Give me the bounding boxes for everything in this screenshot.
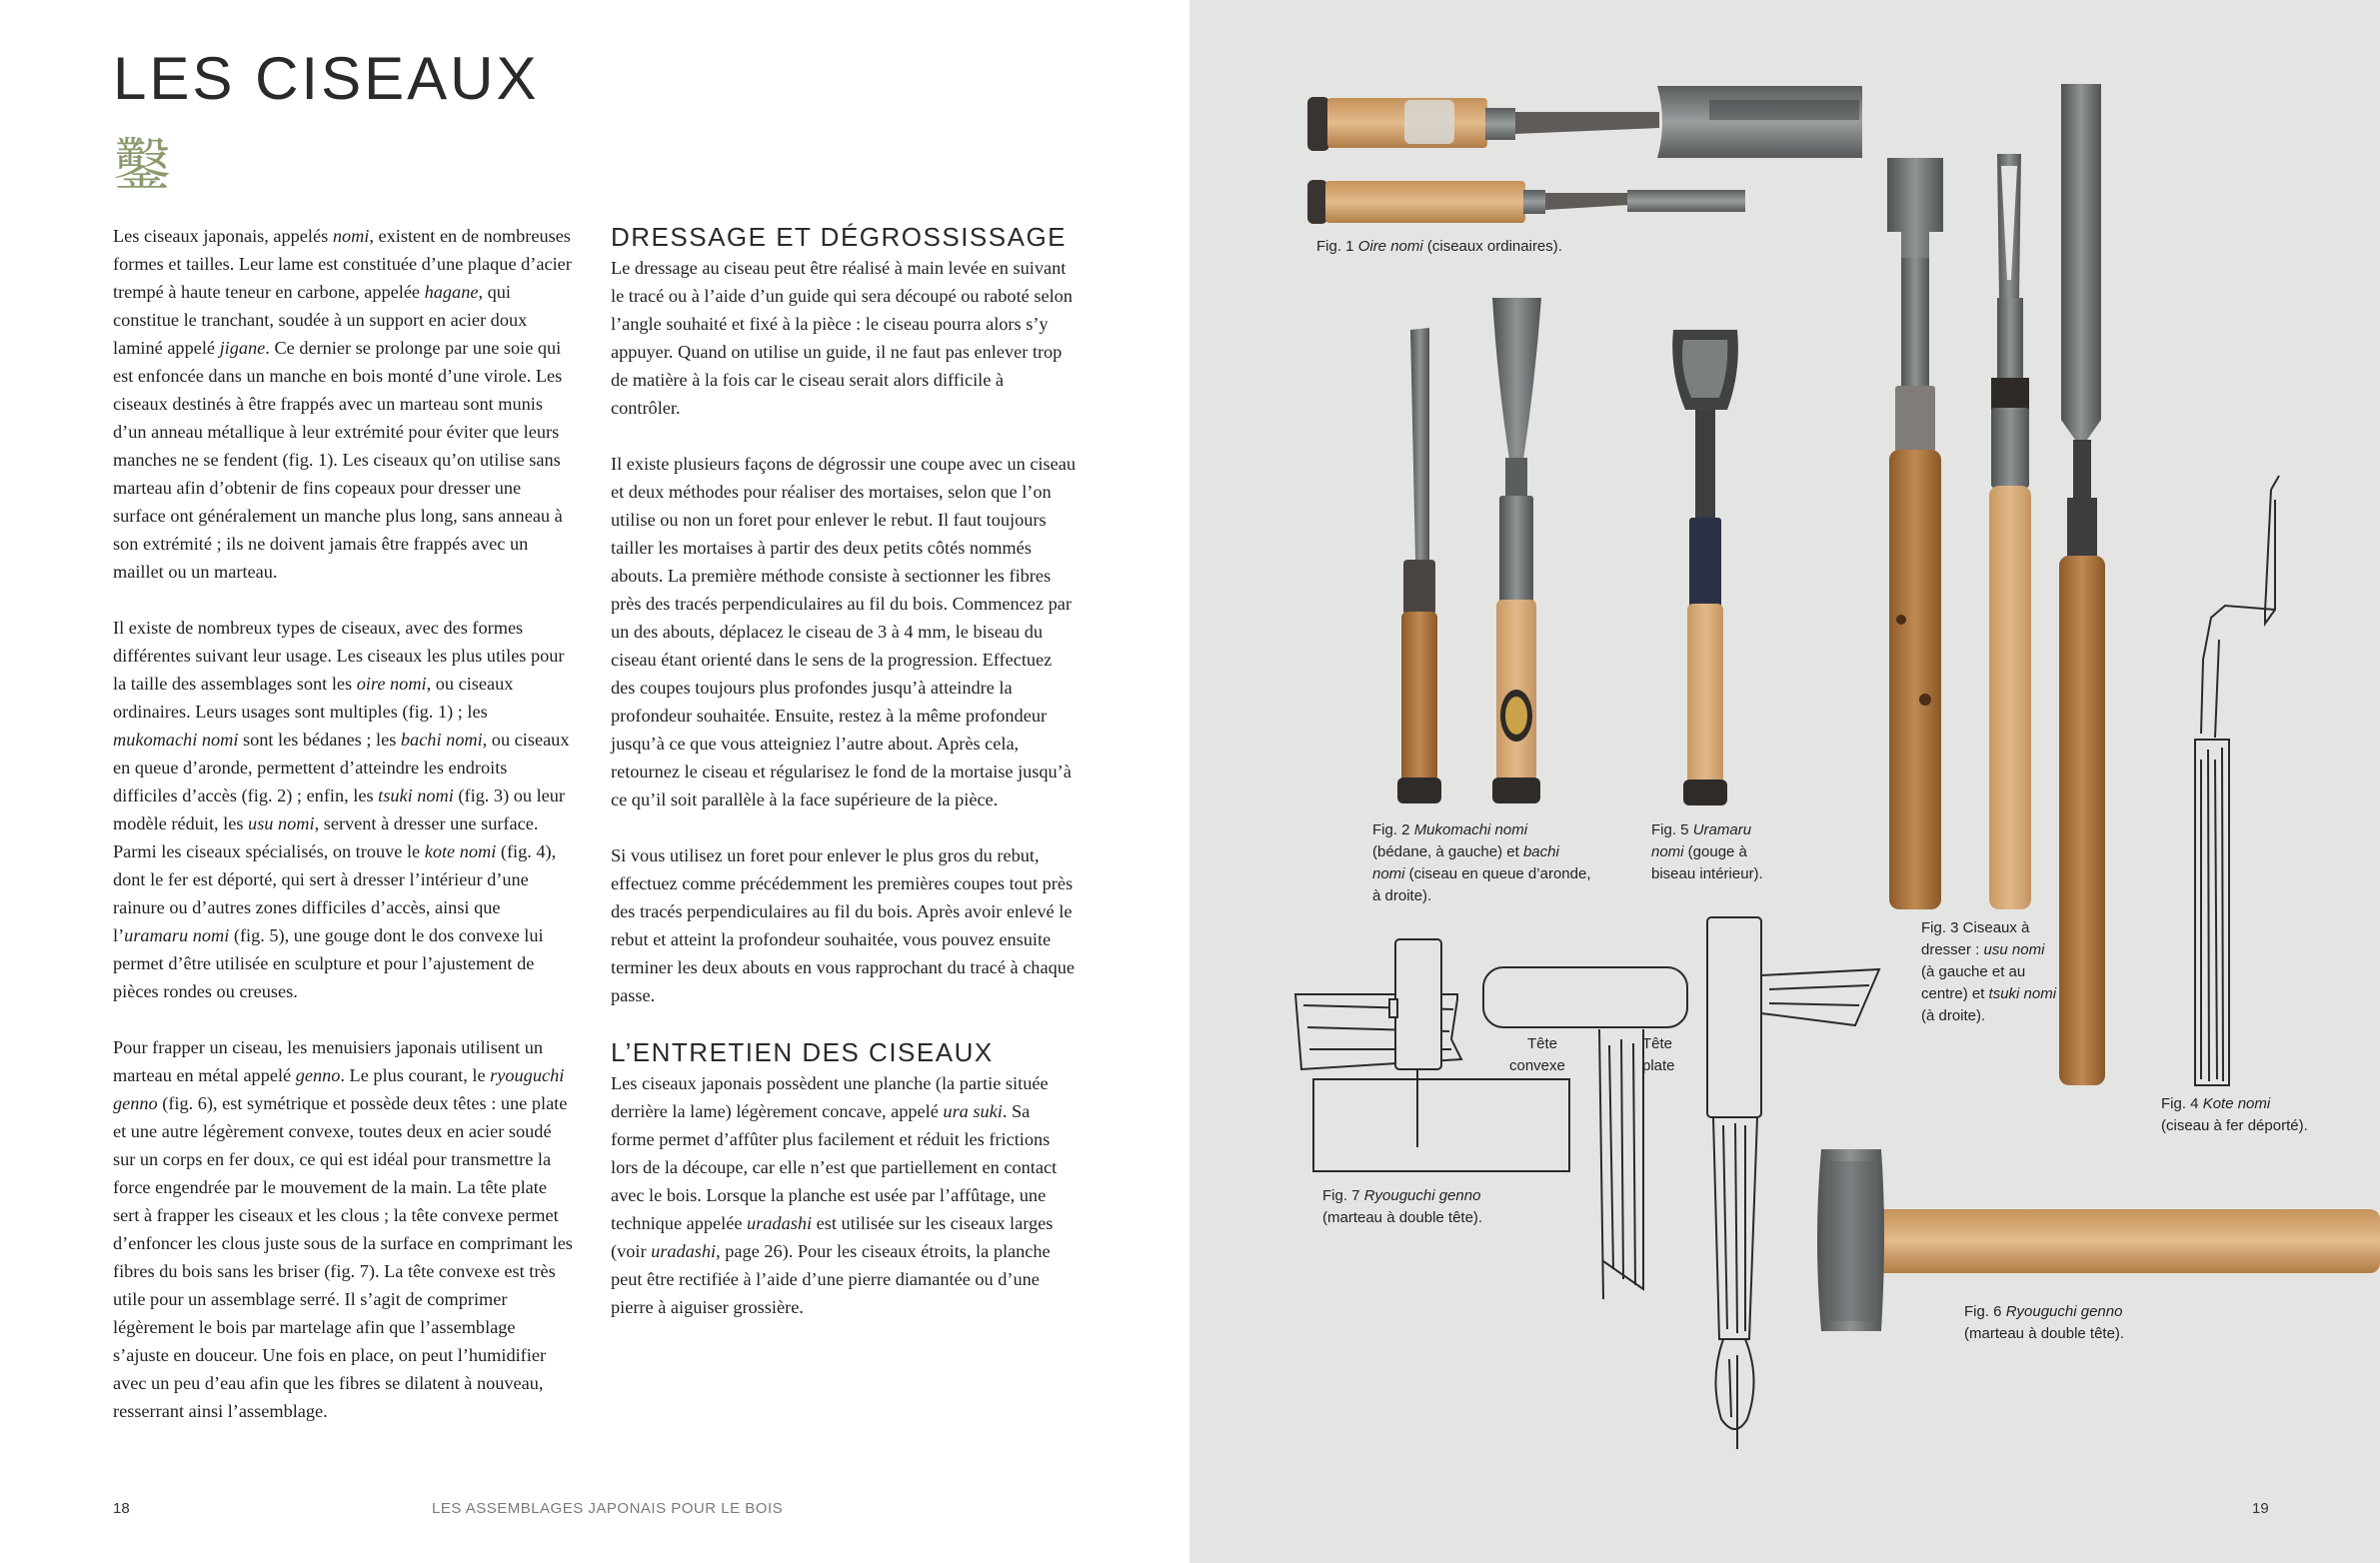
kanji-character: 鑿 — [113, 131, 172, 199]
caption-fig2: Fig. 2 Mukomachi nomi (bédane, à gauche) et bachi nomi (ciseau en queue d’aronde, à droite). — [1372, 821, 1591, 904]
page-number-right: 19 — [2252, 1500, 2269, 1517]
caption-fig4: Fig. 4 Kote nomi (ciseau à fer déporté). — [2161, 1095, 2308, 1134]
section-heading: L’ENTRETIEN DES CISEAUX — [611, 1037, 994, 1067]
paragraph: Si vous utilisez un foret pour enlever le plus gros du rebut, effectuez comme précédemment les premières coupes tout près des tracés perpendiculaires au fil du bois. Après avoir enlevé le rebut et atteint la profondeur souhaitée, vous pouvez ensuite terminer les deux abouts en vous rapprochant du tracé à chaque passe. — [611, 845, 1075, 1005]
fig4-kote-nomi-drawing — [2195, 476, 2279, 1085]
fig3-usu-nomi-center — [1989, 154, 2031, 909]
fig7-hammer-drawing — [1295, 917, 1879, 1449]
right-page — [1190, 0, 2380, 1563]
fig5-uramaru-nomi — [1672, 330, 1738, 805]
paragraph: Les ciseaux japonais possèdent une planche (la partie située derrière la lame) légèrement concave, appelé ura suki. Sa forme permet d’affûter plus facilement et réduit les frictions lors de la découpe, car elle n’est que partiellement en contact avec le bois. Lorsque la planche est usée par l’affûtage, une technique appelée uradashi est utilisée sur les ciseaux larges (voir uradashi, page 26). Pour les ciseaux étroits, la planche peut être rectifiée à l’aide d’une pierre diamantée ou d’une pierre à aiguiser grossière. — [611, 1073, 1058, 1317]
label-tete-convexe: Tête convexe — [1509, 1035, 1565, 1074]
paragraph: Le dressage au ciseau peut être réalisé à main levée en suivant le tracé ou à l’aide d’un guide qui sera découpé ou raboté selon l’angle souhaité et fixé à la pièce : le ciseau pourra alors s’y appuyer. Quand on utilise un guide, il ne faut pas enlever trop de matière à la fois car le ciseau serait alors difficile à contrôler. — [611, 258, 1073, 418]
caption-fig3: Fig. 3 Ciseaux à dresser : usu nomi (à gauche et au centre) et tsuki nomi (à droite). — [1921, 919, 2057, 1024]
label-tete-plate: Tête plate — [1642, 1035, 1675, 1074]
section-heading: DRESSAGE ET DÉGROSSISSAGE — [611, 222, 1068, 252]
fig3-tsuki-nomi — [2059, 84, 2105, 1085]
fig3-usu-nomi-left — [1887, 158, 1943, 909]
page-number-left: 18 — [113, 1500, 130, 1517]
paragraph: Pour frapper un ciseau, les menuisiers japonais utilisent un marteau en métal appelé genno. Le plus courant, le ryouguchi genno (fig. 6), est symétrique et possède deux têtes : une plate et une autre légèrement convexe, toutes deux en acier soudé sur un corps en fer doux, ce qui est idéal pour transmettre la force engendrée par le mouvement de la main. La tête plate sert à frapper les ciseaux et les clous ; la tête convexe permet d’enfoncer les clous juste sous de la surface en comprimant les fibres du bois sans les briser (fig. 7). La tête convexe est très utile pour un assemblage serré. Il s’agit de comprimer légèrement le bois par martelage afin que l’assemblage s’ajuste en douceur. Une fois en place, on peut l’humidifier avec un peu d’eau afin que les fibres se dilatent à nouveau, resserrant ainsi l’assemblage. — [113, 1037, 573, 1421]
running-head: LES ASSEMBLAGES JAPONAIS POUR LE BOIS — [432, 1500, 784, 1517]
fig1-oire-nomi-large — [1307, 86, 1862, 158]
paragraph: Il existe de nombreux types de ciseaux, avec des formes différentes suivant leur usage. Les ciseaux les plus utiles pour la taille des assemblages sont les oire nomi, ou ciseaux ordinaires. Leurs usages sont multiples (fig. 1) ; les mukomachi nomi sont les bédanes ; les bachi nomi, ou ciseaux en queue d’aronde, permettent d’atteindre les endroits difficiles d’accès (fig. 2) ; enfin, les tsuki nomi (fig. 3) ou leur modèle réduit, les usu nomi, servent à dresser une surface. Parmi les ciseaux spécialisés, on trouve le kote nomi (fig. 4), dont le fer est déporté, qui sert à dresser l’intérieur d’une rainure ou d’autres zones difficiles d’accès, ainsi que l’uramaru nomi (fig. 5), une gouge dont le dos convexe lui permet d’être utilisée en sculpture et pour l’ajustement de pièces rondes ou creuses. — [113, 618, 570, 1001]
paragraph: Il existe plusieurs façons de dégrossir une coupe avec un ciseau et deux méthodes pour réaliser des mortaises, selon que l’on utilise ou non un foret pour enlever le rebut. Il faut toujours tailler les mortaises à partir des deux petits côtés nommés abouts. La première méthode consiste à sectionner les fibres près des tracés perpendiculaires au fil du bois. Commencez par un des abouts, déplacez le ciseau de 3 à 4 mm, le biseau du ciseau étant orienté dans le sens de la progression. Effectuez des coupes toujours plus profondes jusqu’à atteindre la profondeur souhaitée. Ensuite, restez à la même profondeur jusqu’à ce que vous atteigniez l’autre about. Après cela, retournez le ciseau et régularisez le fond de la mortaise jusqu’à ce qu’il soit parallèle à la face supérieure de la pièce. — [611, 454, 1076, 809]
fig2-bachi-nomi — [1492, 298, 1541, 803]
text-column-2 — [611, 222, 1076, 1349]
text-column-1 — [113, 222, 573, 1453]
page-title: LES CISEAUX — [113, 45, 540, 112]
paragraph: Les ciseaux japonais, appelés nomi, existent en de nombreuses formes et tailles. Leur lame est constituée d’une plaque d’acier trempé à haute teneur en carbone, appelée hagane, qui constitue le tranchant, soudée à un support en acier doux laminé appelé jigane. Ce dernier se prolonge par une soie qui est enfoncée dans un manche en bois monté d’une virole. Les ciseaux destinés à être frappés avec un marteau sont munis d’un anneau métallique à leur extrémité pour éviter que leurs manches ne se fendent (fig. 1). Les ciseaux qu’on utilise sans marteau afin d’obtenir de fins copeaux pour dresser une surface ont généralement un manche plus long, sans anneau à son extrémité ; ils ne doivent jamais être frappés avec un maillet ou un marteau. — [113, 226, 572, 582]
caption-fig1: Fig. 1 Oire nomi (ciseaux ordinaires). — [1316, 238, 1562, 255]
caption-fig5: Fig. 5 Uramaru nomi (gouge à biseau intérieur). — [1651, 821, 1763, 882]
tools-illustration — [1190, 0, 2380, 1563]
fig2-mukomachi-nomi — [1397, 328, 1441, 803]
caption-fig6: Fig. 6 Ryouguchi genno (marteau à double tête). — [1964, 1303, 2125, 1342]
caption-fig7: Fig. 7 Ryouguchi genno (marteau à double tête). — [1322, 1187, 1483, 1226]
fig1-oire-nomi-small — [1307, 180, 1745, 224]
